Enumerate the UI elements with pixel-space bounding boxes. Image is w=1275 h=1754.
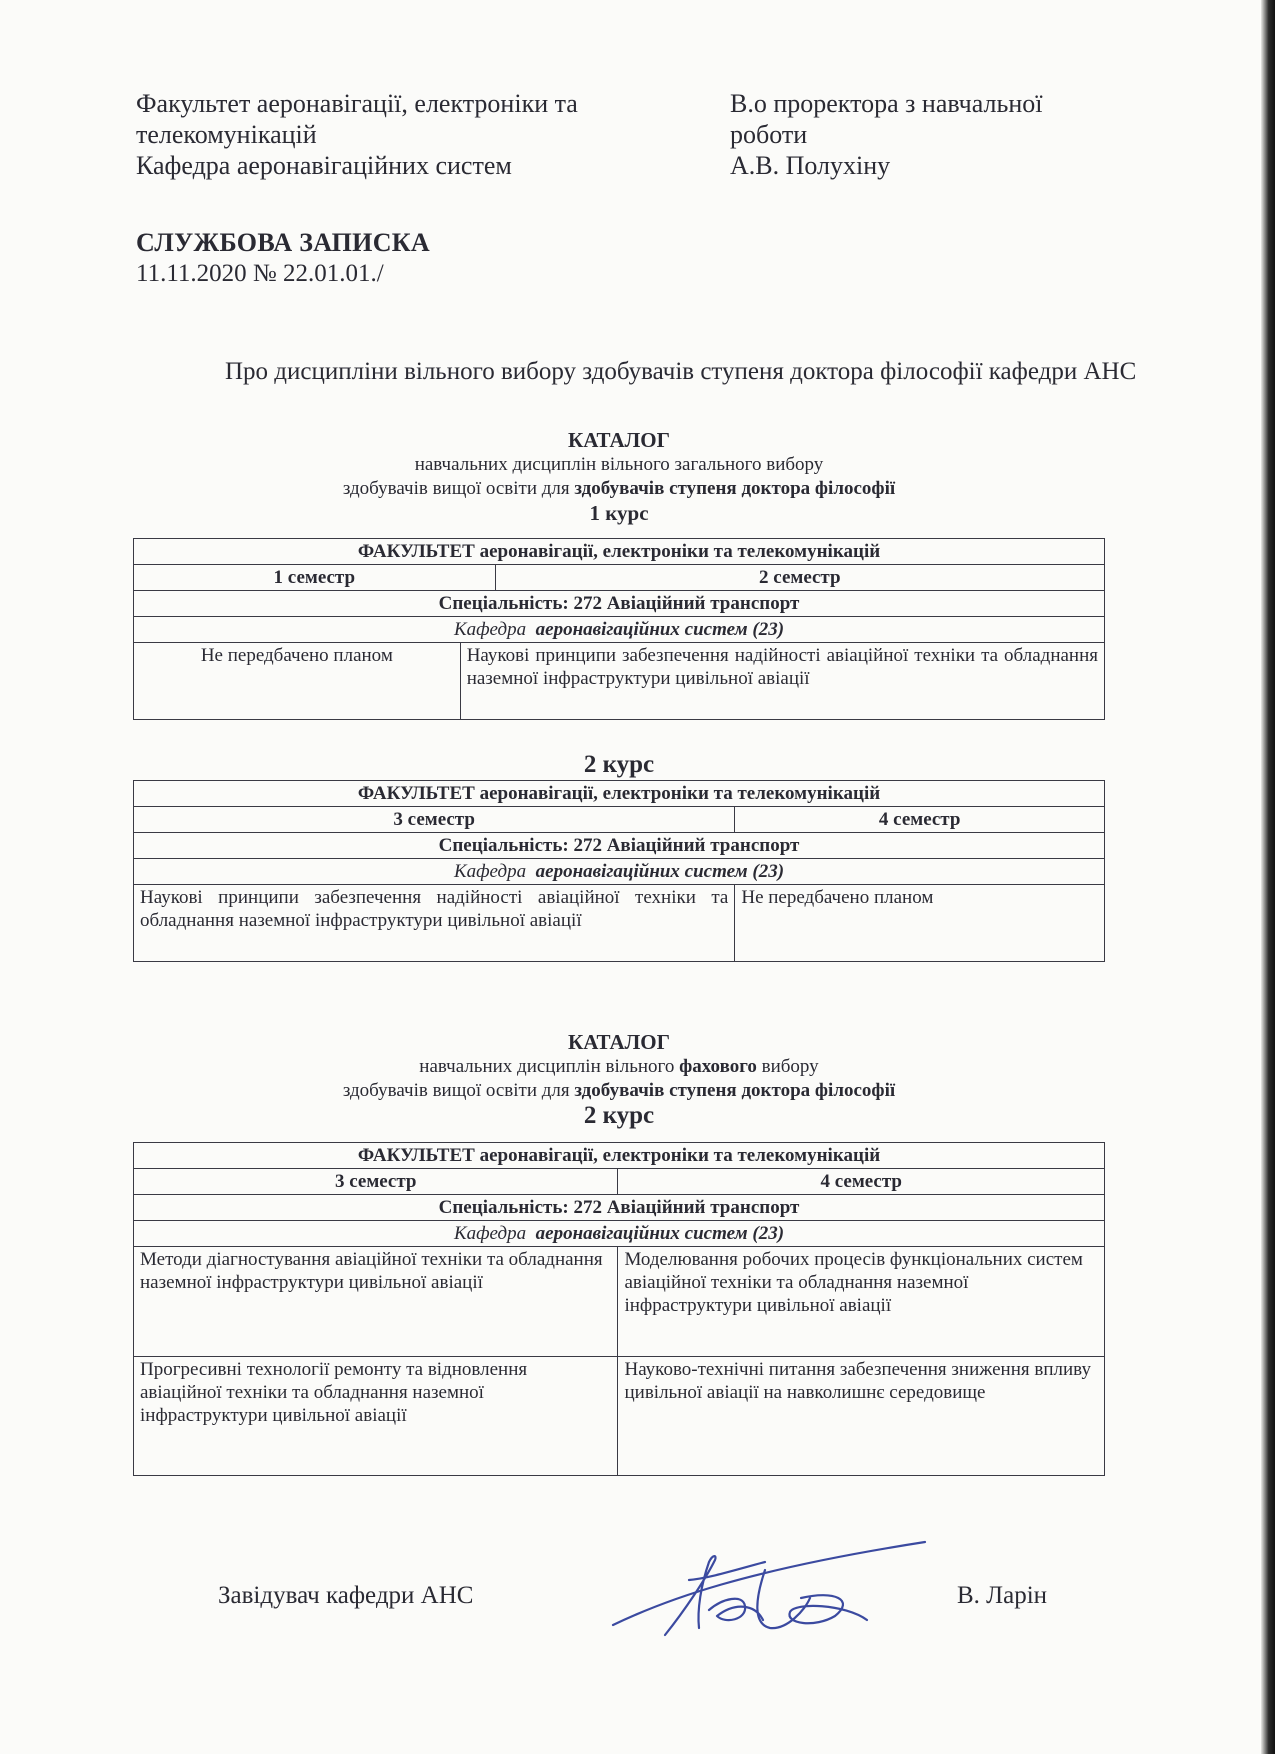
catalog2-line2-bold: здобувачів ступеня доктора філософії (574, 1080, 896, 1101)
semester-4-discipline: Не передбачено планом (735, 885, 1105, 962)
table-row (134, 1247, 1105, 1357)
department-cell (134, 859, 1105, 885)
semester-3-discipline-1: Методи діагностування авіаційної техніки та обладнання наземної інфраструктури цивільної авіації (134, 1247, 618, 1357)
semester-4-discipline-2: Науково-технічні питання забезпечення зниження впливу цивільної авіації на навколишнє середовище (618, 1357, 1105, 1476)
department-cell (134, 1221, 1105, 1247)
catalog2-line1-a: навчальних дисциплін вільного (419, 1056, 680, 1077)
semester-4-header: 4 семестр (735, 807, 1105, 833)
catalog2-line2-plain: здобувачів вищої освіти для (342, 1080, 575, 1101)
table-row (134, 833, 1105, 859)
faculty-bold: ФАКУЛЬТЕТ (357, 1145, 475, 1166)
signatory-position: Завідувач кафедри АНС (218, 1582, 474, 1609)
sender-block (136, 88, 676, 181)
semester-1-discipline: Не передбачено планом (134, 643, 461, 720)
faculty-bold: ФАКУЛЬТЕТ (357, 541, 475, 562)
table-row (134, 1195, 1105, 1221)
semester-2-discipline: Наукові принципи забезпечення надійності авіаційної техніки та обладнання наземної інфраструктури цивільної авіації (460, 643, 1104, 720)
table-row (134, 539, 1105, 565)
addressee-line1: В.о проректора з навчальної (730, 89, 1043, 118)
semester-4-discipline-1: Моделювання робочих процесів функціональних систем авіаційної техніки та обладнання наземної інфраструктури цивільної авіації (618, 1247, 1105, 1357)
dept-label: Кафедра (453, 619, 527, 640)
table-row (134, 1221, 1105, 1247)
table-course2-general (133, 780, 1105, 962)
table-row (134, 885, 1105, 962)
dept-name: аеронавігаційних систем (23) (535, 1223, 785, 1244)
faculty-rest: аеронавігації, електроніки та телекомунікацій (474, 541, 881, 562)
memo-title: СЛУЖБОВА ЗАПИСКА (136, 228, 431, 257)
dept-label: Кафедра (453, 1223, 527, 1244)
catalog2-line1-b: вибору (756, 1056, 819, 1077)
semester-3-header: 3 семестр (134, 807, 735, 833)
faculty-cell (134, 781, 1105, 807)
catalog1-course2-heading (133, 752, 1105, 777)
sender-faculty-line2: телекомунікацій (136, 120, 317, 149)
scan-edge (1261, 0, 1275, 1754)
semester-3-discipline-2: Прогресивні технології ремонту та відновлення авіаційної техніки та обладнання наземної інфраструктури цивільної авіації (134, 1357, 618, 1476)
table-row (134, 617, 1105, 643)
specialty-cell: Спеціальність: 272 Авіаційний транспорт (134, 833, 1105, 859)
semester-4-header: 4 семестр (618, 1169, 1105, 1195)
table-row (134, 807, 1105, 833)
catalog2-heading (133, 1030, 1105, 1128)
addressee-block (730, 88, 1130, 181)
addressee-name: А.В. Полухіну (730, 151, 891, 180)
handwritten-signature (605, 1540, 935, 1640)
dept-name: аеронавігаційних систем (23) (535, 619, 785, 640)
table-row (134, 591, 1105, 617)
semester-2-header: 2 семестр (495, 565, 1104, 591)
memo-subject: Про дисципліни вільного вибору здобувачів ступеня доктора філософії кафедри АНС (225, 358, 1137, 385)
catalog2-title: КАТАЛОГ (567, 1030, 671, 1054)
catalog1-line1: навчальних дисциплін вільного загального вибору (414, 454, 824, 475)
table-row (134, 1169, 1105, 1195)
faculty-rest: аеронавігації, електроніки та телекомунікацій (474, 1145, 881, 1166)
catalog2-line1-bold: фахового (679, 1056, 757, 1077)
table-row (134, 565, 1105, 591)
catalog1-heading (133, 428, 1105, 526)
table-row (134, 1143, 1105, 1169)
specialty-cell: Спеціальність: 272 Авіаційний транспорт (134, 1195, 1105, 1221)
table-course1 (133, 538, 1105, 720)
catalog2-course: 2 курс (583, 1102, 655, 1129)
faculty-cell (134, 539, 1105, 565)
faculty-bold: ФАКУЛЬТЕТ (357, 783, 475, 804)
catalog1-course2: 2 курс (583, 751, 655, 778)
catalog1-title: КАТАЛОГ (567, 428, 671, 452)
sender-faculty-line1: Факультет аеронавігації, електроніки та (136, 89, 578, 118)
faculty-rest: аеронавігації, електроніки та телекомунікацій (474, 783, 881, 804)
table-row (134, 643, 1105, 720)
dept-name: аеронавігаційних систем (23) (535, 861, 785, 882)
addressee-line2: роботи (730, 120, 808, 149)
catalog1-line2-bold: здобувачів ступеня доктора філософії (574, 478, 896, 499)
signatory-name: В. Ларін (957, 1582, 1048, 1609)
semester-1-header: 1 семестр (134, 565, 496, 591)
semester-3-header: 3 семестр (134, 1169, 618, 1195)
table-row (134, 781, 1105, 807)
table-course2-professional (133, 1142, 1105, 1476)
table-row (134, 859, 1105, 885)
sender-department: Кафедра аеронавігаційних систем (136, 151, 512, 180)
catalog1-line2 (133, 477, 1105, 501)
catalog2-line1 (133, 1055, 1105, 1079)
dept-label: Кафедра (453, 861, 527, 882)
semester-3-discipline: Наукові принципи забезпечення надійності авіаційної техніки та обладнання наземної інфраструктури цивільної авіації (134, 885, 735, 962)
catalog1-course1: 1 курс (589, 501, 649, 525)
specialty-cell: Спеціальність: 272 Авіаційний транспорт (134, 591, 1105, 617)
department-cell (134, 617, 1105, 643)
faculty-cell (134, 1143, 1105, 1169)
catalog1-line2-plain: здобувачів вищої освіти для (342, 478, 575, 499)
memo-number: 11.11.2020 № 22.01.01./ (136, 260, 384, 287)
table-row (134, 1357, 1105, 1476)
catalog2-line2 (133, 1079, 1105, 1103)
